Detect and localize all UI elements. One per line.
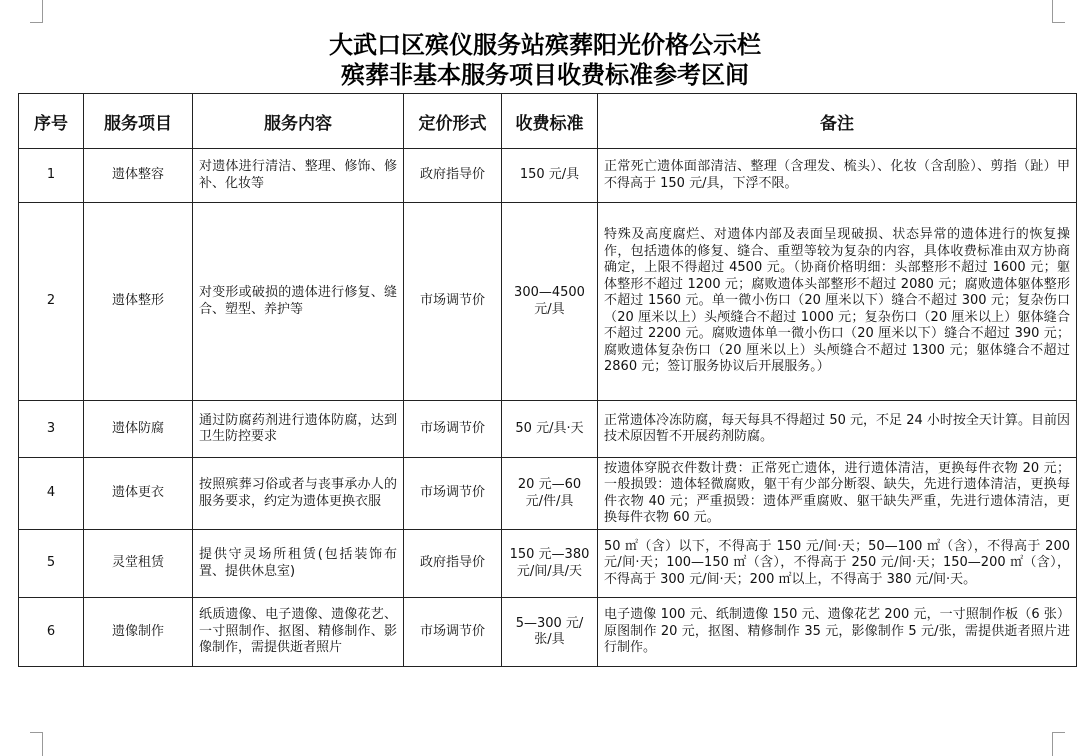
cell-content: 提供守灵场所租赁(包括装饰布置、提供休息室) xyxy=(193,530,404,598)
cell-pricing: 市场调节价 xyxy=(404,203,502,401)
crop-mark-bottom-left xyxy=(30,732,43,756)
cell-pricing: 市场调节价 xyxy=(404,458,502,530)
table-row xyxy=(19,598,1077,667)
cell-fee: 50 元/具·天 xyxy=(502,401,598,458)
cell-item: 遗体更衣 xyxy=(84,458,193,530)
cell-fee: 5—300 元/张/具 xyxy=(502,598,598,667)
cell-content: 纸质遗像、电子遗像、遗像花艺、一寸照制作、抠图、精修制作、影像制作，需提供逝者照片 xyxy=(193,598,404,667)
crop-mark-top-right xyxy=(1052,0,1065,23)
cell-pricing: 政府指导价 xyxy=(404,149,502,203)
table-row xyxy=(19,530,1077,598)
cell-note: 特殊及高度腐烂、对遗体内部及表面呈现破损、状态异常的遗体进行的恢复操作，包括遗体的修复、缝合、重塑等较为复杂的内容，具体收费标准由双方协商确定，上限不得超过 4500 元。（协商价格明细：头部整形不超过 1600 元；躯体整形不超过 1200 元；腐败遗体头部整形不超过 2080 元；腐败遗体躯体整形不超过 1560 元。单一微小伤口（20 厘米以下）缝合不超过 300 元；复杂伤口（20 厘米以上）头颅缝合不超过 1000 元；复杂伤口（20 厘米以上）躯体缝合不超过 2200 元。腐败遗体单一微小伤口（20 厘米以下）缝合不超过 390 元；腐败遗体复杂伤口（20 厘米以上）头颅缝合不超过 1300 元；躯体缝合不超过 2860 元；签订服务协议后开展服务。） xyxy=(598,203,1077,401)
cell-fee: 300—4500 元/具 xyxy=(502,203,598,401)
cell-note: 正常遗体冷冻防腐，每天每具不得超过 50 元，不足 24 小时按全天计算。目前因技术原因暂不开展药剂防腐。 xyxy=(598,401,1077,458)
cell-no: 4 xyxy=(19,458,84,530)
document-subtitle: 殡葬非基本服务项目收费标准参考区间 xyxy=(341,60,749,89)
header-fee: 收费标准 xyxy=(502,94,598,149)
cell-fee: 150 元—380 元/间/具/天 xyxy=(502,530,598,598)
table-row xyxy=(19,203,1077,401)
cell-no: 5 xyxy=(19,530,84,598)
cell-note: 电子遗像 100 元、纸制遗像 150 元、遗像花艺 200 元，一寸照制作板（6 张）原图制作 20 元，抠图、精修制作 35 元，影像制作 5 元/张，需提供逝者照片进行制作。 xyxy=(598,598,1077,667)
cell-pricing: 市场调节价 xyxy=(404,598,502,667)
cell-pricing: 政府指导价 xyxy=(404,530,502,598)
cell-content: 对变形或破损的遗体进行修复、缝合、塑型、养护等 xyxy=(193,203,404,401)
cell-content: 通过防腐药剂进行遗体防腐，达到卫生防控要求 xyxy=(193,401,404,458)
cell-no: 2 xyxy=(19,203,84,401)
cell-no: 6 xyxy=(19,598,84,667)
cell-pricing: 市场调节价 xyxy=(404,401,502,458)
header-note: 备注 xyxy=(598,94,1077,149)
table-row xyxy=(19,401,1077,458)
cell-content: 对遗体进行清洁、整理、修饰、修补、化妆等 xyxy=(193,149,404,203)
cell-note: 50 ㎡（含）以下，不得高于 150 元/间·天；50—100 ㎡（含），不得高于 200 元/间·天；100—150 ㎡（含），不得高于 250 元/间·天；150—200 ㎡（含），不得高于 300 元/间·天；200 ㎡以上，不得高于 380 元/间·天。 xyxy=(598,530,1077,598)
cell-note: 按遗体穿脱衣件数计费：正常死亡遗体，进行遗体清洁，更换每件衣物 20 元；一般损毁：遗体轻微腐败，躯干有少部分断裂、缺失，先进行遗体清洁，更换每件衣物 40 元；严重损毁：遗体严重腐败、躯干缺失严重，先进行遗体清洁，更换每件衣物 60 元。 xyxy=(598,458,1077,530)
crop-mark-top-left xyxy=(30,0,43,23)
fee-standard-table xyxy=(18,93,1077,667)
cell-item: 灵堂租赁 xyxy=(84,530,193,598)
header-item: 服务项目 xyxy=(84,94,193,149)
header-content: 服务内容 xyxy=(193,94,404,149)
cell-item: 遗体防腐 xyxy=(84,401,193,458)
cell-item: 遗体整形 xyxy=(84,203,193,401)
cell-fee: 150 元/具 xyxy=(502,149,598,203)
crop-mark-bottom-right xyxy=(1052,732,1065,756)
table-header-row xyxy=(19,94,1077,149)
header-pricing: 定价形式 xyxy=(404,94,502,149)
document-title: 大武口区殡仪服务站殡葬阳光价格公示栏 xyxy=(329,30,761,59)
cell-note: 正常死亡遗体面部清洁、整理（含理发、梳头）、化妆（含刮脸）、剪指（趾）甲不得高于 150 元/具，下浮不限。 xyxy=(598,149,1077,203)
table-row xyxy=(19,458,1077,530)
table-row xyxy=(19,149,1077,203)
cell-item: 遗体整容 xyxy=(84,149,193,203)
cell-no: 1 xyxy=(19,149,84,203)
cell-no: 3 xyxy=(19,401,84,458)
header-no: 序号 xyxy=(19,94,84,149)
cell-item: 遗像制作 xyxy=(84,598,193,667)
cell-content: 按照殡葬习俗或者与丧事承办人的服务要求，约定为遗体更换衣服 xyxy=(193,458,404,530)
cell-fee: 20 元—60 元/件/具 xyxy=(502,458,598,530)
